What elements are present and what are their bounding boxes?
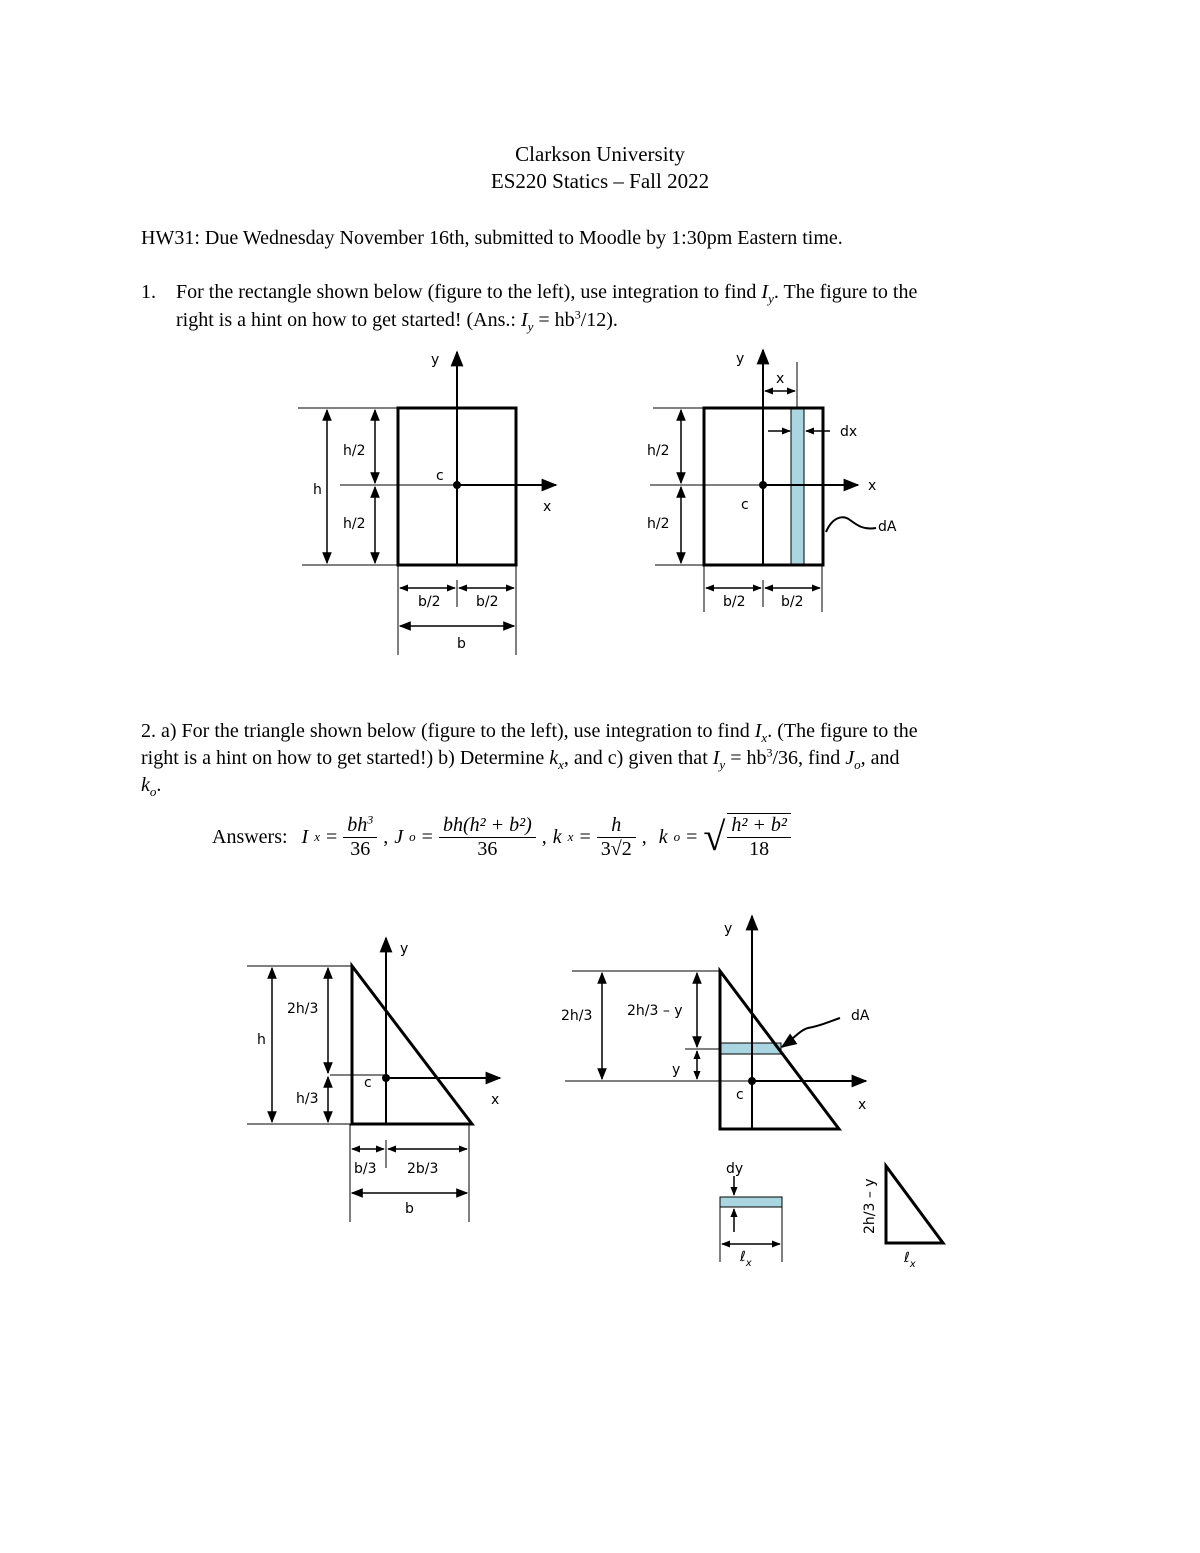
label-dx: dx [840,424,858,440]
label-h2-bottom-right: h/2 [647,516,670,532]
triangle-figure-right [561,916,943,1270]
problem2-line2-d: /36, find [772,747,841,769]
centroid-dot-tri-right [748,1077,756,1085]
label-y-small: y [672,1062,681,1078]
jo-fraction [439,814,536,861]
label-c: c [436,468,444,484]
label-b: b [457,636,466,652]
problem2-iy: I [712,747,720,769]
triangle-figure-left [247,938,500,1222]
problem1-text-a: For the rectangle shown below (figure to the left), use integration to find [176,281,757,303]
label-y-tri: y [400,941,409,957]
label-h2-bottom: h/2 [343,516,366,532]
answers-label: Answers: [212,825,288,848]
dA-strip-tri [720,1043,781,1054]
problem2-line2-b: , and c) given that [563,747,708,769]
label-b3: b/3 [354,1161,377,1177]
label-2h3-right: 2h/3 [561,1008,593,1024]
label-x-tri: x [491,1092,500,1108]
problem1-figures [0,340,1200,670]
problem2-jo-sub: o [854,757,861,772]
label-c-right: c [741,497,749,513]
problem2-line2-exp: 3 [766,745,773,760]
rectangle-figure-left [298,352,556,655]
problem2-line2-a: right is a hint on how to get started!) b) Determine [141,747,545,769]
centroid-dot-right [759,481,767,489]
problem2-line1-text: 2. a) For the triangle shown below (figure to the left), use integration to find [141,720,750,742]
problem1-ans-tail: /12). [580,309,618,331]
problem2-ko: k [141,774,150,796]
label-h: h [313,482,322,498]
label-2h3y: 2h/3 – y [627,1003,683,1019]
dA-strip [791,408,804,565]
course-title: ES220 Statics – Fall 2022 [490,169,710,193]
problem1-var: I [761,281,769,303]
label-h3: h/3 [296,1091,319,1107]
problem1-ans-exp: 3 [574,307,581,322]
kx-fraction [597,814,636,861]
label-b-tri: b [405,1201,414,1217]
centroid-dot [453,481,461,489]
label-y-right: y [736,351,745,367]
problem2-line1 [141,717,1081,745]
label-b2-left: b/2 [418,594,441,610]
dA-leader [826,517,876,532]
label-2b3: 2b/3 [407,1161,439,1177]
problem2-line2-e: , and [860,747,900,769]
label-x-dist: x [776,371,785,387]
similar-triangle [886,1166,943,1243]
problem1-text-b: . The figure to the [773,281,918,303]
problem2-line3 [141,771,161,799]
problem2-line2 [141,744,1081,772]
problem1-ans-var: I [520,309,528,331]
dA-leader-tri [782,1018,840,1047]
problem1-line2 [176,306,1076,334]
problem2-ix: I [754,720,762,742]
label-lx: ℓ$_x$ [740,1249,752,1269]
label-h2-top: h/2 [343,443,366,459]
label-2h3: 2h/3 [287,1001,319,1017]
jo-den: 36 [477,837,498,860]
problem2-figures [0,900,1200,1280]
strip-detail [720,1197,782,1207]
problem2-jo: J [845,747,855,769]
problem2-k: k [549,747,559,769]
ix-num: bh [347,813,368,836]
problem2-ko-sub: o [149,784,157,799]
label-dA-tri: dA [851,1008,870,1024]
ko-num: h² + b² [727,814,791,838]
problem2-line1-tail: . (The figure to the [767,720,918,742]
assignment-line: HW31: Due Wednesday November 16th, submitted to Moodle by 1:30pm Eastern time. [141,227,843,249]
problem1-ans-var-sub: y [527,319,534,334]
label-x: x [543,499,552,515]
answers-block: Answers: I x = $\frac{bh^3}{36}$ , J o = $\frac{\text{bh(h² + b²)}}{36}$ , k x = $\frac{h}{3√2}$ , k o = √ $\frac{\text{h² + b²}}{18}$ [212,806,791,868]
ix-den: 36 [350,837,371,860]
jo-num: bh(h² + b²) [439,814,536,838]
label-2h3y-vertical: 2h/3 – y [862,1178,878,1234]
label-dy: dy [726,1161,744,1177]
ko-den: 18 [749,838,770,860]
problem2-line2-c: = hb [730,747,767,769]
label-y-tri-right: y [724,921,733,937]
label-lx-small: ℓ$_x$ [904,1250,916,1270]
problem1-number: 1. [141,281,156,303]
problem1-ans-expr: = hb [538,309,575,331]
label-dA: dA [878,519,897,535]
problem1-line2-a: right is a hint on how to get started! (Ans.: [176,309,516,331]
kx-den: 3√2 [600,837,632,860]
label-b2-right: b/2 [476,594,499,610]
problem2-k-sub: x [558,757,564,772]
university-title: Clarkson University [515,142,685,166]
triangle-shape [352,966,472,1124]
label-c-tri-right: c [736,1087,744,1103]
rectangle-figure-right [647,350,897,612]
label-b2-right-right: b/2 [781,594,804,610]
centroid-dot-tri [382,1074,390,1082]
label-x-right: x [868,478,877,494]
label-h2-top-right: h/2 [647,443,670,459]
ix-fraction [343,811,377,861]
label-c-tri: c [364,1075,372,1091]
kx-num: h [597,814,636,838]
problem1-var-sub: y [768,291,774,306]
label-y: y [431,352,440,368]
problem2-ix-sub: x [761,730,768,745]
label-b2-left-right: b/2 [723,594,746,610]
problem2-line3-tail: . [156,774,162,796]
label-h-tri: h [257,1032,266,1048]
ko-fraction [727,813,791,861]
label-x-tri-right: x [858,1097,867,1113]
ix-num-exp: 3 [367,811,374,826]
problem2-iy-sub: y [719,757,726,772]
problem1-line1 [176,278,1076,306]
